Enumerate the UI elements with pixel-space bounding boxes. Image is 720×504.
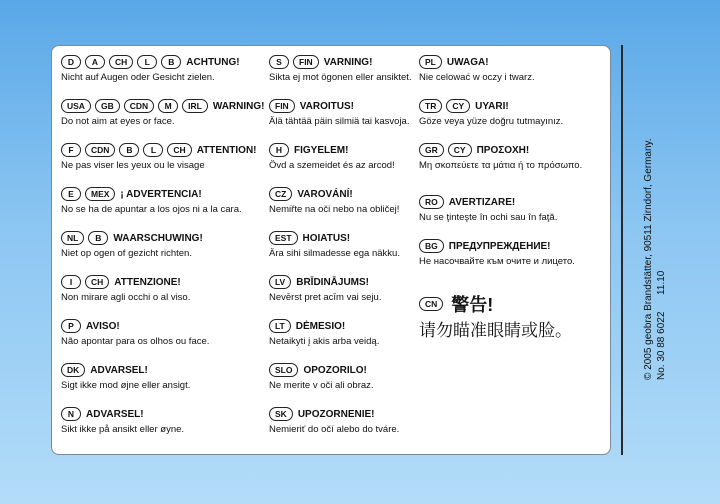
warning-text: Göze veya yüze doğru tutmayınız. <box>419 116 564 127</box>
warning-entry-si <box>269 363 419 407</box>
country-badge: GR <box>419 143 444 157</box>
country-badge: CN <box>419 297 443 311</box>
warning-entry-es <box>61 187 266 231</box>
warning-text: 请勿瞄准眼睛或脸。 <box>419 321 572 340</box>
warning-title: UWAGA! <box>446 56 489 68</box>
country-badge: SLO <box>269 363 298 377</box>
column-3 <box>419 55 609 342</box>
country-badge: DK <box>61 363 85 377</box>
warning-text: Não apontar para os olhos ou face. <box>61 336 210 347</box>
country-badge: FIN <box>293 55 319 69</box>
country-badge: I <box>61 275 81 289</box>
warning-entry-se <box>269 55 419 99</box>
warning-text: Sikt ikke på ansikt eller øyne. <box>61 424 185 435</box>
country-badge: LT <box>269 319 291 333</box>
warning-title: BRĪDINĀJUMS! <box>296 276 370 288</box>
warning-entry-pl <box>419 55 609 99</box>
country-badge: CH <box>85 275 109 289</box>
warning-entry-cn <box>419 291 609 342</box>
warning-entry-gr <box>419 143 609 195</box>
warning-card <box>51 45 611 455</box>
warning-entry-ee <box>269 231 419 275</box>
warning-entry-ro <box>419 195 609 239</box>
warning-title: AVERTIZARE! <box>448 196 516 208</box>
country-badge: S <box>269 55 289 69</box>
copyright-line: © 2005 geobra Brandstätter, 90511 Zirndorf, Germany. <box>643 138 654 380</box>
warning-entry-fr <box>61 143 266 187</box>
warning-text: Netaikyti į akis arba veidą. <box>269 336 380 347</box>
warning-title: VAROVÁNÍ! <box>297 188 353 200</box>
warning-entry-it <box>61 275 266 319</box>
warning-title: ATTENZIONE! <box>114 276 181 288</box>
warning-title: ADVARSEL! <box>90 364 148 376</box>
country-badge: L <box>137 55 157 69</box>
warning-text: Μη σκοπεύετε τα μάτια ή το πρόσωπο. <box>419 160 583 171</box>
warning-title: ACHTUNG! <box>186 56 240 68</box>
copyright-block <box>642 138 668 380</box>
warning-title: ΠΡΟΣΟΧΗ! <box>476 144 530 156</box>
warning-entry-lt <box>269 319 419 363</box>
country-badge: P <box>61 319 81 333</box>
country-badge: B <box>161 55 181 69</box>
warning-title: VARNING! <box>323 56 373 68</box>
warning-text: Ära sihi silmadesse ega näkku. <box>269 248 400 259</box>
warning-text: Nemiřte na oči nebo na obličej! <box>269 204 400 215</box>
warning-title: DĖMESIO! <box>295 320 346 332</box>
warning-title: 警告! <box>451 295 494 315</box>
article-number-line: No. 30 88 6022 11.10 <box>656 270 667 380</box>
country-badge: L <box>143 143 163 157</box>
country-badge: F <box>61 143 81 157</box>
warning-text: Nicht auf Augen oder Gesicht zielen. <box>61 72 215 83</box>
warning-entry-pt <box>61 319 266 363</box>
warning-title: ¡ ADVERTENCIA! <box>120 188 202 200</box>
country-badge: PL <box>419 55 442 69</box>
country-badge: CY <box>446 99 470 113</box>
warning-entry-fi <box>269 99 419 143</box>
warning-title: AVISO! <box>86 320 120 332</box>
country-badge: GB <box>95 99 120 113</box>
country-badge: A <box>85 55 105 69</box>
warning-title: VAROITUS! <box>299 100 354 112</box>
warning-entry-sk <box>269 407 419 451</box>
warning-title: UPOZORNENIE! <box>297 408 375 420</box>
country-badge: CY <box>448 143 472 157</box>
country-badge: IRL <box>182 99 208 113</box>
country-badge: CH <box>167 143 191 157</box>
warning-entry-nl <box>61 231 266 275</box>
warning-text: Do not aim at eyes or face. <box>61 116 175 127</box>
country-badge: M <box>158 99 178 113</box>
warning-title: UYARI! <box>475 100 509 112</box>
warning-title: ПРЕДУПРЕЖДЕНИЕ! <box>448 240 551 252</box>
warning-text: Не насочвайте към очите и лицето. <box>419 256 575 267</box>
country-badge: LV <box>269 275 291 289</box>
country-badge: CZ <box>269 187 292 201</box>
warning-title: ADVARSEL! <box>86 408 144 420</box>
country-badge: EST <box>269 231 298 245</box>
warning-entry-lv <box>269 275 419 319</box>
warning-text: Ne pas viser les yeux ou le visage <box>61 160 205 171</box>
column-1 <box>61 55 266 451</box>
warning-entry-de <box>61 55 266 99</box>
country-badge: CH <box>109 55 133 69</box>
country-badge: CDN <box>124 99 154 113</box>
country-badge: MEX <box>85 187 115 201</box>
country-badge: B <box>88 231 108 245</box>
column-2 <box>269 55 419 451</box>
warning-text: No se ha de apuntar a los ojos ni a la cara. <box>61 204 242 215</box>
country-badge: TR <box>419 99 442 113</box>
warning-entry-dk <box>61 363 266 407</box>
warning-text: Sikta ej mot ögonen eller ansiktet. <box>269 72 412 83</box>
warning-text: Sigt ikke mod øjne eller ansigt. <box>61 380 191 391</box>
warning-entry-cz <box>269 187 419 231</box>
warning-entry-hu <box>269 143 419 187</box>
country-badge: FIN <box>269 99 295 113</box>
warning-entry-tr <box>419 99 609 143</box>
country-badge: BG <box>419 239 444 253</box>
country-badge: NL <box>61 231 84 245</box>
warning-text: Nemieriť do očí alebo do tváre. <box>269 424 400 435</box>
warning-text: Non mirare agli occhi o al viso. <box>61 292 191 303</box>
warning-text: Nu se ţinteşte în ochi sau în faţă. <box>419 212 558 223</box>
country-badge: N <box>61 407 81 421</box>
warning-text: Övd a szemeidet és az arcod! <box>269 160 395 171</box>
warning-entry-en <box>61 99 266 143</box>
country-badge: B <box>119 143 139 157</box>
warning-title: WAARSCHUWING! <box>113 232 203 244</box>
warning-title: FIGYELEM! <box>294 144 349 156</box>
country-badge: USA <box>61 99 91 113</box>
warning-text: Älä tähtää päin silmiä tai kasvoja. <box>269 116 410 127</box>
warning-text: Ne merite v oči ali obraz. <box>269 380 374 391</box>
country-badge: CDN <box>85 143 115 157</box>
warning-title: ATTENTION! <box>196 144 257 156</box>
warning-title: WARNING! <box>212 100 265 112</box>
warning-text: Niet op ogen of gezicht richten. <box>61 248 192 259</box>
country-badge: H <box>269 143 289 157</box>
country-badge: D <box>61 55 81 69</box>
warning-entry-no <box>61 407 266 451</box>
vertical-divider <box>621 45 623 455</box>
warning-title: OPOZORILO! <box>303 364 367 376</box>
country-badge: E <box>61 187 81 201</box>
warning-title: HOIATUS! <box>302 232 351 244</box>
warning-entry-bg <box>419 239 609 291</box>
warning-text: Nie celować w oczy i twarz. <box>419 72 535 83</box>
warning-text: Nevērst pret acīm vai seju. <box>269 292 382 303</box>
country-badge: SK <box>269 407 293 421</box>
country-badge: RO <box>419 195 444 209</box>
